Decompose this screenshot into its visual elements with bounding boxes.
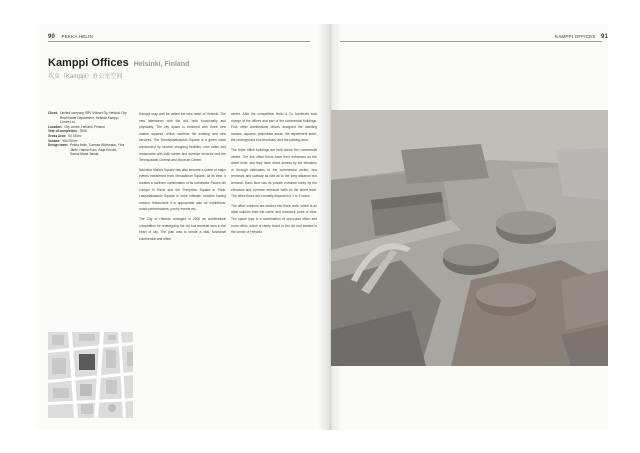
article-subtitle: 坎皮（Kamppi）办公室空间	[48, 74, 123, 80]
body-column-1	[139, 111, 226, 245]
body-paragraph: centre. After the competition Helin & Co Architects took charge of the offices and part of the commercial buildings. Four other architectural offices designed the dwelling houses, squares, pedestrian areas, the department store, the underground bus terminals, and the parking area.	[231, 112, 317, 143]
right-header-rule	[340, 41, 602, 42]
credit-key: Gross Area:	[48, 133, 67, 138]
credit-key: Volume:	[48, 138, 61, 143]
credit-key: Design team:	[48, 143, 69, 148]
credit-value: Limited company SRV Viitoset Oy, Helsinki City Real Estate Department, Helsinki Kamppi Centre Ltd.	[59, 111, 127, 125]
right-folio	[555, 34, 608, 40]
body-column-2	[231, 111, 317, 239]
left-running-head: PEKKA HELIN	[61, 34, 93, 39]
title-text: Kamppi Offices	[48, 57, 129, 69]
credit-key: Client:	[48, 111, 58, 115]
right-running-head: KAMPPI OFFICES	[555, 34, 596, 39]
credit-key: Location:	[48, 124, 63, 129]
article-title	[48, 57, 189, 69]
body-paragraph: The office volumes are divided into three units, which is an ideal solution from the users' and investors' point of view. The space type is a combination of open-plan office and room office, which is rarely found in the old real estates in the centre of Helsinki.	[231, 203, 317, 235]
credit-value: City centre, Helsinki, Finland	[64, 124, 105, 129]
body-paragraph: Kamppi may well be called the new heart of Helsinki. The new intertwines with the old, both functionally and physically. The city space is enriched with three new market squares, which combine the existing and new services. The Tennispalatsiaukio Square is a green oasis surrounded by several shopping facilities, new cafes and restaurants with both winter and summer terraces and the Tennispalatsi Cinema and Museum Centre.	[139, 112, 226, 163]
left-folio	[48, 34, 93, 40]
aerial-photo	[331, 110, 608, 366]
aerial-photo-graphic	[331, 110, 608, 366]
site-plan-map	[48, 332, 133, 418]
credit-value: 960 000m³	[62, 138, 78, 143]
body-paragraph: Narinkka Market Square has also become a scene of major events transferred from Senaatintori Square. At its best, it creates a northern combination of its namesake Piazza del Campo in Siena and the Pompidou Square in Paris. Lasipalatsiaukio Square is more intimate; besides having outdoor restaurants it is appropriate also for exhibitions, music performances, poetry events etc.	[139, 167, 226, 212]
body-paragraph: The three office buildings are built above the commercial centre. The five office floors have their entrances on the street level, and they have direct access by the elevators or through staircases to the commercial centre, bus terminals and subway as well as to the long distance bus terminal. Each floor has its private entrance lobby by the elevators and common entrance halls on the street level. The office floors are normally disposed of 1 to 3 users.	[231, 147, 317, 199]
credit-row	[48, 111, 128, 125]
left-page-number: 90	[48, 34, 56, 40]
left-header-rule	[48, 41, 310, 42]
right-page-number: 91	[601, 34, 609, 40]
title-location: Helsinki, Finland	[133, 61, 190, 68]
credit-row	[48, 143, 128, 157]
credit-key: Year of completion:	[48, 129, 78, 134]
credit-value: Pekka Helin, Tuomas Wichmann, Ylva Jäntti, Hanna Euro, Saija Erholm, Sanna-Maria Takala	[70, 143, 124, 157]
site-plan-graphic	[48, 332, 133, 418]
credit-value: 2006	[79, 129, 87, 134]
credit-value: 54 150m²	[68, 133, 82, 138]
body-paragraph: The City of Helsinki arranged in 2000 an architectural competition for redesigning the old bus terminal area in the heart of city. The plan was to create a vital, functional commercial and office	[139, 216, 226, 241]
project-credits	[48, 111, 128, 157]
